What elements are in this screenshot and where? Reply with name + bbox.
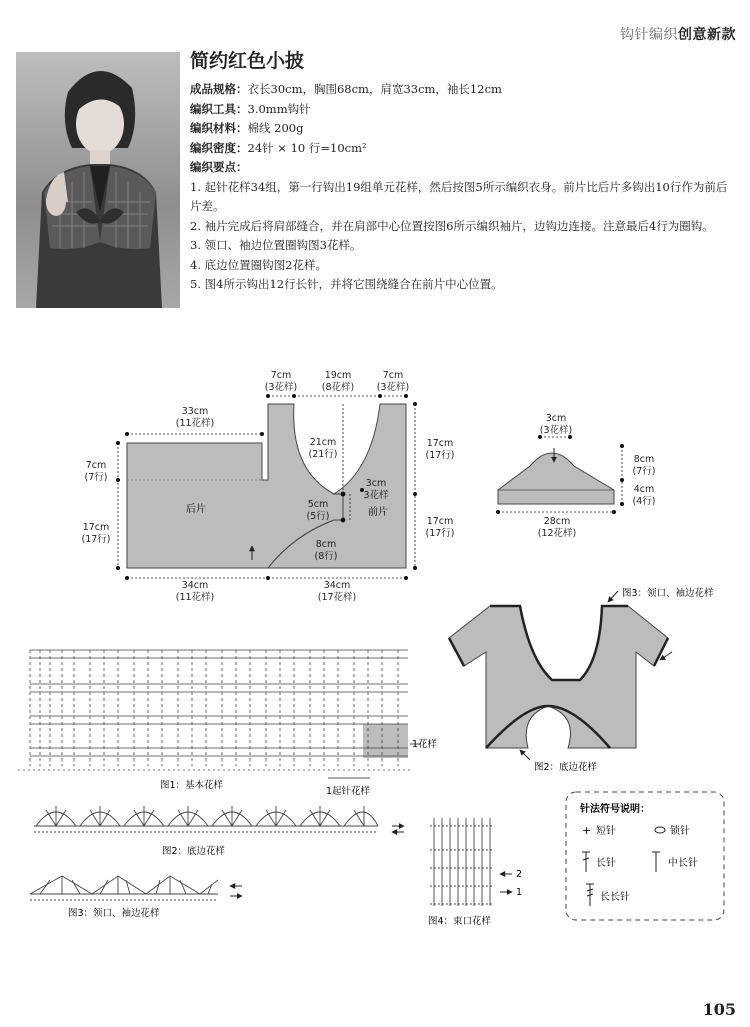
svg-text:(5行): (5行) (306, 511, 330, 522)
assembly-fig2-label: 图2：底边花样 (534, 762, 598, 773)
svg-text:8cm: 8cm (633, 454, 655, 465)
svg-text:7cm: 7cm (382, 370, 404, 381)
svg-text:1: 1 (516, 887, 523, 898)
svg-text:(7行): (7行) (632, 466, 656, 477)
svg-text:(12花样): (12花样) (537, 528, 577, 539)
svg-text:(3花样): (3花样) (539, 425, 573, 436)
svg-text:2: 2 (516, 869, 523, 880)
svg-text:(7行): (7行) (84, 472, 108, 483)
front-label: 前片 (368, 507, 388, 518)
fig2-chart (34, 806, 404, 857)
legend-title: 针法符号说明： (580, 804, 650, 815)
spec-points: 编织要点： (190, 160, 248, 174)
svg-text:34cm: 34cm (181, 580, 209, 591)
svg-text:(4行): (4行) (632, 496, 656, 507)
svg-text:7cm: 7cm (85, 460, 107, 471)
assembled-garment (449, 587, 714, 773)
svg-text:(8花样): (8花样) (321, 382, 355, 393)
svg-text:(3花样): (3花样) (376, 382, 410, 393)
sc-symbol-icon: + (582, 824, 592, 837)
svg-text:8cm: 8cm (315, 539, 337, 550)
header-light: 钩针编织 (620, 27, 678, 43)
svg-text:中长针: 中长针 (668, 858, 698, 869)
svg-text:长针: 长针 (596, 858, 616, 869)
stitch-legend (566, 792, 724, 920)
fig1-start-label: 1起针花样 (326, 786, 371, 797)
fig1-caption: 图1：基本花样 (160, 780, 224, 791)
step-4: 4. 底边位置圈钩图2花样。 (190, 257, 327, 272)
svg-text:长长针: 长长针 (600, 892, 630, 903)
fig4-caption: 图4：束口花样 (428, 916, 492, 927)
svg-text:(8行): (8行) (314, 551, 338, 562)
assembly-fig3-label: 图3：领口、袖边花样 (622, 588, 714, 599)
svg-text:(17行): (17行) (81, 534, 111, 545)
svg-text:4cm: 4cm (633, 484, 655, 495)
svg-text:17cm: 17cm (426, 438, 454, 449)
ch-symbol-icon (655, 827, 665, 833)
fig3-caption: 图3：领口、袖边花样 (68, 908, 160, 919)
svg-text:锁针: 锁针 (670, 826, 690, 837)
svg-text:33cm: 33cm (181, 406, 209, 417)
svg-text:34cm: 34cm (323, 580, 351, 591)
dc-symbol-icon (582, 852, 590, 872)
svg-text:(11花样): (11花样) (175, 418, 215, 429)
svg-text:21cm: 21cm (309, 437, 337, 448)
step-2: 2. 袖片完成后将肩部缝合，并在肩部中心位置按图6所示编织袖片，边钩边连接。注意最后4行为圈钩。 (190, 218, 714, 233)
svg-text:7cm: 7cm (270, 370, 292, 381)
hdc-symbol-icon (652, 852, 660, 872)
svg-text:(3花样): (3花样) (264, 382, 298, 393)
fig2-caption: 图2：底边花样 (162, 846, 226, 857)
spec-gauge: 编织密度：24针 × 10 行=10cm² (190, 140, 367, 155)
svg-text:短针: 短针 (596, 826, 616, 837)
svg-text:(11花样): (11花样) (175, 592, 215, 603)
fig3-chart (30, 876, 242, 919)
pattern-title: 简约红色小披 (190, 50, 305, 72)
svg-text:17cm: 17cm (426, 516, 454, 527)
step-1: 1. 起针花样34组，第一行钩出19组单元花样，然后按图5所示编织衣身。前片比后片多钩出10行作为前后片差。 (190, 179, 728, 213)
body-schematic (81, 370, 454, 603)
fig4-chart (428, 818, 522, 927)
svg-text:(17行): (17行) (425, 450, 455, 461)
svg-text:3花样: 3花样 (363, 490, 389, 501)
spec-tool: 编织工具：3.0mm钩针 (190, 101, 311, 116)
tr-symbol-icon (586, 884, 594, 906)
svg-text:(21行): (21行) (308, 449, 338, 460)
back-label: 后片 (186, 504, 206, 515)
svg-text:28cm: 28cm (543, 516, 571, 527)
step-5: 5. 图4所示钩出12行长针，并将它围绕缝合在前片中心位置。 (190, 277, 503, 291)
fig1-repeat-label: 1花样 (412, 739, 438, 750)
page-number: 105 (702, 1000, 736, 1019)
header-bold: 创意新款 (678, 27, 736, 43)
step-3: 3. 领口、袖边位置圈钩图3花样。 (190, 238, 362, 252)
spec-material: 编织材料：棉线 200g (190, 121, 304, 135)
sleeve-schematic (496, 413, 655, 539)
svg-text:(17花样): (17花样) (317, 592, 357, 603)
fig1-chart (18, 650, 438, 797)
svg-text:5cm: 5cm (307, 499, 329, 510)
svg-text:17cm: 17cm (82, 522, 110, 533)
svg-text:19cm: 19cm (324, 370, 352, 381)
spec-size: 成品规格：衣长30cm，胸围68cm，肩宽33cm，袖长12cm (190, 82, 502, 96)
svg-text:3cm: 3cm (365, 478, 387, 489)
svg-text:3cm: 3cm (545, 413, 567, 424)
svg-text:(17行): (17行) (425, 528, 455, 539)
